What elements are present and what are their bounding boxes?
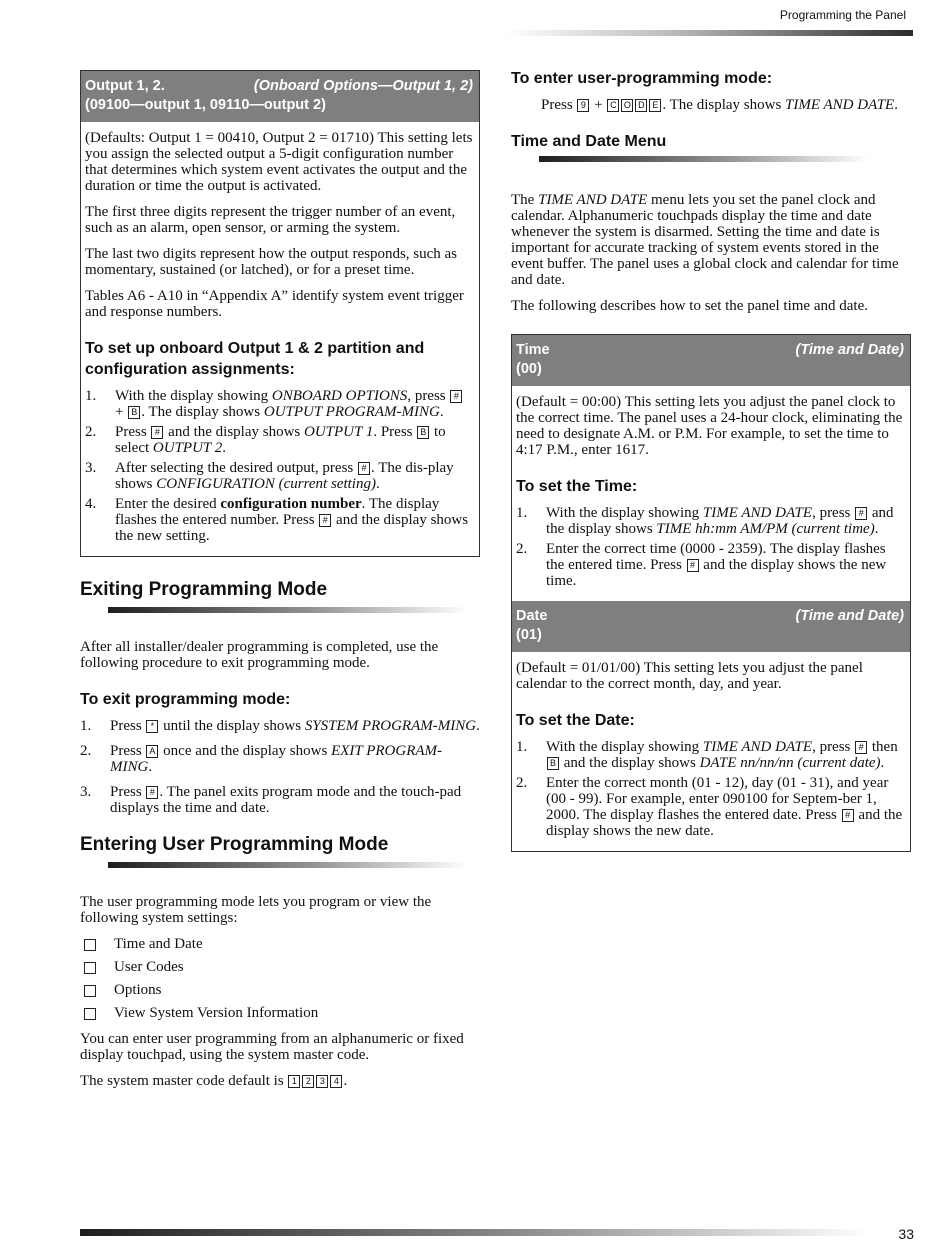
pound-key-icon: # (151, 426, 163, 439)
list-item: Options (80, 982, 480, 998)
pound-key-icon: # (687, 559, 699, 572)
time-date-menu-para-1: The TIME AND DATE menu lets you set the panel clock and calendar. Alphanumeric touchpads display the time and date whenever the system is disarmed. Setting the time and date is important for accurate tracking of system events stored in the event buffer. The panel uses a global clock and calendar for time and date. (511, 192, 899, 288)
list-item: 1. With the display showing TIME AND DATE, press # and the display shows TIME hh:mm AM/PM (current time). (516, 505, 894, 537)
list-item: 2. Press A once and the display shows EXIT PROGRAM-MING. (80, 743, 443, 775)
pound-key-icon: # (319, 514, 331, 527)
output-para-3: The last two digits represent how the output responds, such as momentary, sustained (or latched), or for a preset time. (85, 246, 458, 278)
section-rule (108, 862, 468, 868)
section-rule (108, 607, 468, 613)
exiting-section-title: Exiting Programming Mode (80, 579, 328, 600)
date-option-paren: (Time and Date) (795, 608, 904, 624)
entering-para-3: The system master code default is 1 2 3 4 . (80, 1073, 348, 1089)
output-option-paren: (Onboard Options—Output 1, 2) (253, 78, 473, 94)
settings-checklist (80, 936, 480, 1021)
list-item: 2. Enter the correct time (0000 - 2359). The display flashes the entered time. Press # and the display shows the new time. (516, 541, 887, 589)
list-item: 4. Enter the desired configuration number. The display flashes the entered number. Press # and the display shows the new setting. (85, 496, 469, 544)
date-option-para: (Default = 01/01/00) This setting lets you adjust the panel calendar to the correct month, day, and year. (516, 660, 863, 692)
star-key-icon: * (146, 720, 158, 733)
right-column (511, 68, 911, 874)
time-option-para: (Default = 00:00) This setting lets you adjust the panel clock to the correct time. The panel uses a 24-hour clock, eliminating the need to designate A.M. or P.M. For example, to set the time to 4:17 P.M., enter 1617. (516, 394, 903, 458)
exiting-subheading: To exit programming mode: (80, 691, 291, 708)
list-item: 3. Press # . The panel exits program mode and the touch-pad displays the time and date. (80, 784, 462, 816)
output-option-header (81, 71, 479, 122)
output-option-body (81, 122, 479, 556)
letter-key-icon: C (607, 99, 619, 112)
time-option-header (512, 335, 910, 386)
date-option-code: (01) (516, 627, 542, 643)
output-para-4: Tables A6 - A10 in “Appendix A” identify system event trigger and response numbers. (85, 288, 464, 320)
left-column (80, 70, 480, 1099)
pound-key-icon: # (855, 741, 867, 754)
output-para-2: The first three digits represent the trigger number of an event, such as an alarm, open sensor, or arming the system. (85, 204, 456, 236)
entering-para-2: You can enter user programming from an alphanumeric or fixed display touchpad, using the system master code. (80, 1031, 464, 1063)
digit-key-icon: 9 (577, 99, 589, 112)
a-key-icon: A (146, 745, 158, 758)
entering-intro: The user programming mode lets you program or view the following system settings: (80, 894, 432, 926)
checkbox-icon (84, 985, 96, 997)
b-key-icon: B (417, 426, 429, 439)
date-option-title: Date (516, 608, 548, 624)
date-option-subheading: To set the Date: (516, 712, 635, 729)
list-item: 2. Press # and the display shows OUTPUT 1. Press B to select OUTPUT 2. (85, 424, 446, 456)
running-header: Programming the Panel (779, 8, 906, 22)
letter-key-icon: O (621, 99, 633, 112)
section-rule (539, 156, 869, 162)
time-steps (516, 505, 906, 589)
entering-section-title: Entering User Programming Mode (80, 834, 389, 855)
time-date-menu-para-2: The following describes how to set the panel time and date. (511, 298, 868, 314)
user-mode-subheading: To enter user-programming mode: (511, 70, 773, 87)
list-item: 1. With the display showing ONBOARD OPTIONS, press # + B . The display shows OUTPUT PROGRAM-MING. (85, 388, 475, 420)
output-option-title: Output 1, 2. (85, 78, 165, 94)
exiting-intro: After all installer/dealer programming is completed, use the following procedure to exit programming mode. (80, 639, 439, 671)
user-mode-instruction: Press 9 + C O D E . The display shows TIME AND DATE. (541, 97, 898, 113)
time-option-code: (00) (516, 361, 542, 377)
letter-key-icon: E (649, 99, 661, 112)
list-item: View System Version Information (80, 1005, 480, 1021)
time-option-paren: (Time and Date) (795, 342, 904, 358)
digit-key-icon: 3 (316, 1075, 328, 1088)
checkbox-icon (84, 962, 96, 974)
pound-key-icon: # (358, 462, 370, 475)
exiting-steps (80, 718, 480, 816)
checkbox-icon (84, 939, 96, 951)
output-option-code: (09100—output 1, 09110—output 2) (85, 97, 326, 113)
list-item: 1. With the display showing TIME AND DATE, press # then B and the display shows DATE nn/nn/nn (current date). (516, 739, 898, 771)
output-subheading: To set up onboard Output 1 & 2 partition and configuration assignments: (85, 340, 425, 378)
pound-key-icon: # (450, 390, 462, 403)
pound-key-icon: # (842, 809, 854, 822)
output-steps (85, 388, 475, 544)
output-option-box (80, 70, 480, 557)
digit-key-icon: 2 (302, 1075, 314, 1088)
pound-key-icon: # (146, 786, 158, 799)
date-option-body (512, 652, 910, 851)
digit-key-icon: 4 (330, 1075, 342, 1088)
pound-key-icon: # (855, 507, 867, 520)
time-option-title: Time (516, 342, 550, 358)
list-item: 1. Press * until the display shows SYSTEM PROGRAM-MING. (80, 718, 480, 734)
footer-rule (80, 1229, 870, 1236)
time-date-menu-title: Time and Date Menu (511, 133, 667, 150)
header-rule (505, 30, 913, 36)
output-para-1: (Defaults: Output 1 = 00410, Output 2 = 01710) This setting lets you assign the selected output a 5-digit configuration number that determines which system event activates the output and the duration or time the output is activated. (85, 130, 473, 194)
letter-key-icon: D (635, 99, 647, 112)
list-item: 2. Enter the correct month (01 - 12), day (01 - 31), and year (00 - 99). For example, enter 090100 for Septem-ber 1, 2000. The display flashes the entered date. Press # and the display shows the new date. (516, 775, 903, 839)
list-item: User Codes (80, 959, 480, 975)
list-item: Time and Date (80, 936, 480, 952)
page-number: 33 (898, 1226, 914, 1242)
b-key-icon: B (128, 406, 140, 419)
time-option-subheading: To set the Time: (516, 478, 638, 495)
digit-key-icon: 1 (288, 1075, 300, 1088)
time-option-body (512, 386, 910, 601)
list-item: 3. After selecting the desired output, press # . The dis-play shows CONFIGURATION (current setting). (85, 460, 454, 492)
b-key-icon: B (547, 757, 559, 770)
time-date-option-box (511, 334, 911, 852)
checkbox-icon (84, 1008, 96, 1020)
date-option-header (512, 601, 910, 652)
date-steps (516, 739, 906, 839)
